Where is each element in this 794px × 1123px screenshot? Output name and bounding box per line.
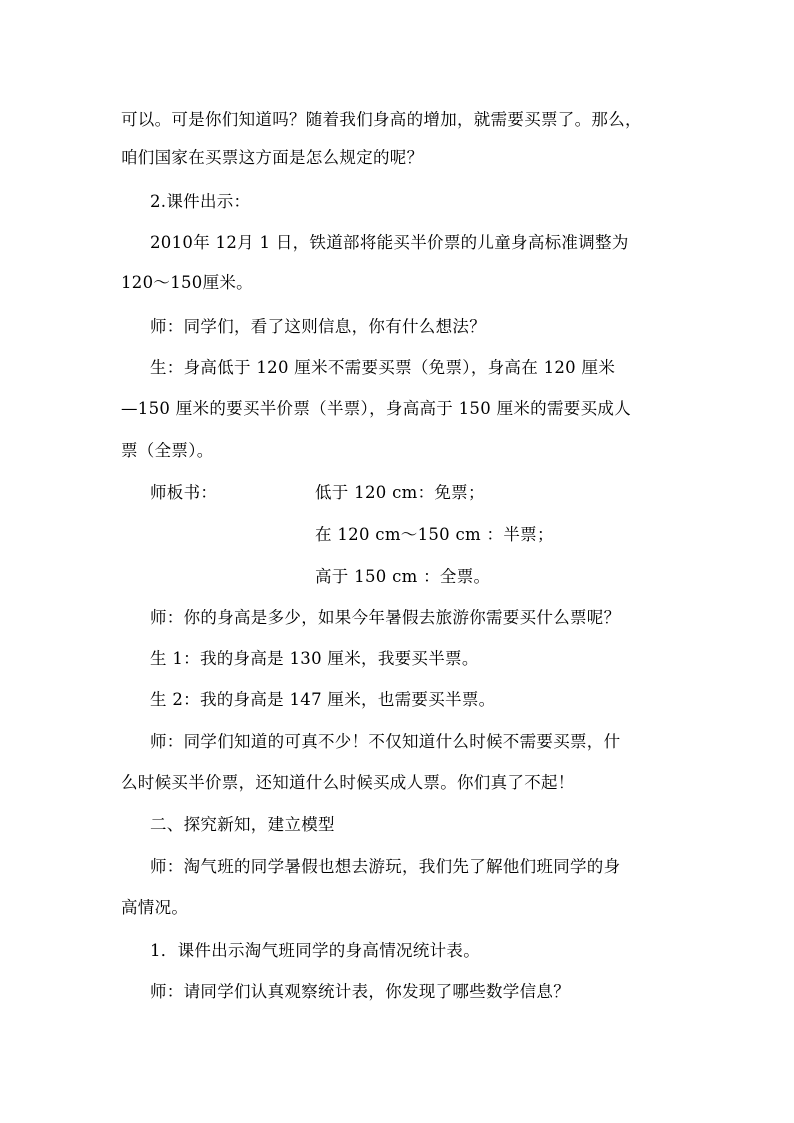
- dialogue-line: 生 2：我的身高是 147 厘米，也需要买半票。: [150, 690, 496, 709]
- paragraph-line: 120～150厘米。: [121, 273, 253, 292]
- section-heading: 二、探究新知，建立模型: [150, 815, 335, 834]
- dialogue-line: 师：淘气班的同学暑假也想去游玩，我们先了解他们班同学的身: [150, 857, 621, 876]
- blackboard-item: 高于 150 cm ：全票。: [315, 567, 491, 586]
- section-heading: 1．课件出示淘气班同学的身高情况统计表。: [150, 941, 480, 960]
- paragraph-line: 咱们国家在买票这方面是怎么规定的呢？: [121, 148, 424, 167]
- paragraph-line: 可以。可是你们知道吗？随着我们身高的增加，就需要买票了。那么，: [121, 110, 642, 129]
- paragraph-line: 2010年 12月 1 日，铁道部将能买半价票的儿童身高标准调整为: [150, 233, 629, 252]
- blackboard-item: 低于 120 cm：免票；: [315, 483, 485, 502]
- paragraph-line: 么时候买半价票，还知道什么时候买成人票。你们真了不起！: [121, 773, 575, 792]
- dialogue-line: 生：身高低于 120 厘米不需要买票（免票），身高在 120 厘米: [150, 358, 616, 377]
- blackboard-label: 师板书：: [150, 483, 218, 502]
- dialogue-line: 师：同学们知道的可真不少！不仅知道什么时候不需要买票，什: [150, 732, 621, 751]
- dialogue-line: 师：请同学们认真观察统计表，你发现了哪些数学信息？: [150, 982, 570, 1001]
- paragraph-line: 票（全票）。: [121, 441, 214, 460]
- section-heading: 2.课件出示：: [150, 192, 251, 211]
- dialogue-line: 生 1：我的身高是 130 厘米，我要买半票。: [150, 649, 479, 668]
- paragraph-line: —150 厘米的要买半价票（半票），身高高于 150 厘米的需要买成人: [121, 399, 631, 418]
- dialogue-line: 师：你的身高是多少，如果今年暑假去旅游你需要买什么票呢？: [150, 608, 621, 627]
- paragraph-line: 高情况。: [121, 898, 189, 917]
- blackboard-item: 在 120 cm～150 cm ：半票；: [315, 525, 554, 544]
- dialogue-line: 师：同学们，看了这则信息，你有什么想法？: [150, 317, 486, 336]
